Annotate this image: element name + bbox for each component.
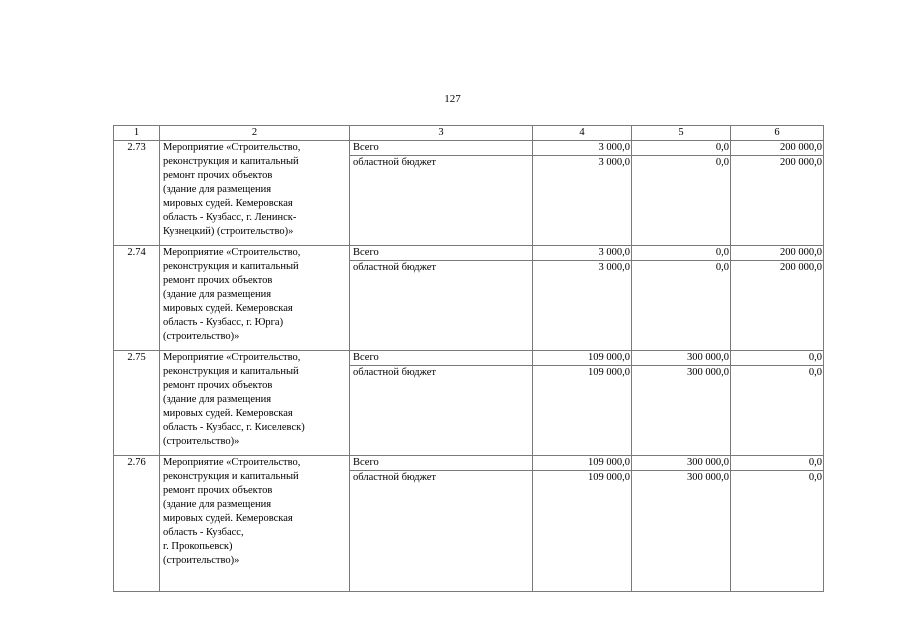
event-name-line: (строительство)» bbox=[163, 331, 240, 342]
header-cell: 1 bbox=[114, 126, 160, 141]
value-col4: 109 000,0 bbox=[533, 366, 632, 456]
value-col5: 0,0 bbox=[632, 141, 731, 156]
event-name-line: (здание для размещения bbox=[163, 289, 272, 300]
event-name-line: Кузнецкий) (строительство)» bbox=[163, 226, 294, 237]
value-col5: 300 000,0 bbox=[632, 471, 731, 592]
source-label: областной бюджет bbox=[350, 261, 533, 351]
source-label: Всего bbox=[350, 351, 533, 366]
value-col6: 0,0 bbox=[731, 471, 824, 592]
value-col4: 3 000,0 bbox=[533, 246, 632, 261]
value-col6: 0,0 bbox=[731, 456, 824, 471]
event-name-line: (здание для размещения bbox=[163, 499, 272, 510]
source-label: Всего bbox=[350, 456, 533, 471]
value-col5: 0,0 bbox=[632, 261, 731, 351]
event-name-line: область - Кузбасс, г. Юрга) bbox=[163, 317, 284, 328]
value-col6: 200 000,0 bbox=[731, 246, 824, 261]
event-name-line: область - Кузбасс, bbox=[163, 527, 244, 538]
event-name-line: реконструкция и капитальный bbox=[163, 366, 299, 377]
source-label: Всего bbox=[350, 246, 533, 261]
event-name-line: Мероприятие «Строительство, bbox=[163, 247, 301, 258]
header-row bbox=[114, 126, 824, 141]
source-label: Всего bbox=[350, 141, 533, 156]
value-col5: 300 000,0 bbox=[632, 351, 731, 366]
event-name bbox=[160, 141, 350, 246]
event-name-line: ремонт прочих объектов bbox=[163, 275, 273, 286]
value-col4: 3 000,0 bbox=[533, 141, 632, 156]
event-name-line: мировых судей. Кемеровская bbox=[163, 303, 293, 314]
header-cell: 4 bbox=[533, 126, 632, 141]
event-name-line: Мероприятие «Строительство, bbox=[163, 352, 301, 363]
event-name-line: (строительство)» bbox=[163, 555, 240, 566]
event-name bbox=[160, 456, 350, 592]
header-cell: 5 bbox=[632, 126, 731, 141]
table-row bbox=[114, 351, 824, 366]
header-cell: 2 bbox=[160, 126, 350, 141]
header-cell: 3 bbox=[350, 126, 533, 141]
event-name-line: ремонт прочих объектов bbox=[163, 380, 273, 391]
value-col4: 3 000,0 bbox=[533, 156, 632, 246]
event-name-line: (строительство)» bbox=[163, 436, 240, 447]
row-number: 2.76 bbox=[114, 456, 160, 592]
event-name-line: г. Прокопьевск) bbox=[163, 541, 233, 552]
event-name-line: мировых судей. Кемеровская bbox=[163, 513, 293, 524]
event-name-line: (здание для размещения bbox=[163, 184, 272, 195]
value-col6: 200 000,0 bbox=[731, 141, 824, 156]
row-number: 2.74 bbox=[114, 246, 160, 351]
event-name-line: ремонт прочих объектов bbox=[163, 170, 273, 181]
source-label: областной бюджет bbox=[350, 366, 533, 456]
value-col4: 109 000,0 bbox=[533, 351, 632, 366]
event-name-line: реконструкция и капитальный bbox=[163, 261, 299, 272]
table-row bbox=[114, 456, 824, 471]
table-row bbox=[114, 141, 824, 156]
event-name-line: (здание для размещения bbox=[163, 394, 272, 405]
header-cell: 6 bbox=[731, 126, 824, 141]
page-number: 127 bbox=[444, 93, 461, 105]
funding-table bbox=[113, 125, 824, 592]
source-label: областной бюджет bbox=[350, 471, 533, 592]
value-col5: 300 000,0 bbox=[632, 456, 731, 471]
event-name bbox=[160, 246, 350, 351]
value-col5: 0,0 bbox=[632, 246, 731, 261]
value-col5: 300 000,0 bbox=[632, 366, 731, 456]
event-name-line: реконструкция и капитальный bbox=[163, 156, 299, 167]
event-name-line: Мероприятие «Строительство, bbox=[163, 457, 301, 468]
event-name-line: мировых судей. Кемеровская bbox=[163, 198, 293, 209]
source-label: областной бюджет bbox=[350, 156, 533, 246]
value-col6: 0,0 bbox=[731, 351, 824, 366]
event-name bbox=[160, 351, 350, 456]
value-col6: 200 000,0 bbox=[731, 261, 824, 351]
event-name-line: Мероприятие «Строительство, bbox=[163, 142, 301, 153]
event-name-line: мировых судей. Кемеровская bbox=[163, 408, 293, 419]
event-name-line: ремонт прочих объектов bbox=[163, 485, 273, 496]
event-name-line: область - Кузбасс, г. Киселевск) bbox=[163, 422, 305, 433]
table-row bbox=[114, 246, 824, 261]
value-col4: 109 000,0 bbox=[533, 471, 632, 592]
event-name-line: область - Кузбасс, г. Ленинск- bbox=[163, 212, 297, 223]
row-number: 2.75 bbox=[114, 351, 160, 456]
value-col6: 200 000,0 bbox=[731, 156, 824, 246]
row-number: 2.73 bbox=[114, 141, 160, 246]
event-name-line: реконструкция и капитальный bbox=[163, 471, 299, 482]
value-col4: 109 000,0 bbox=[533, 456, 632, 471]
value-col5: 0,0 bbox=[632, 156, 731, 246]
value-col4: 3 000,0 bbox=[533, 261, 632, 351]
value-col6: 0,0 bbox=[731, 366, 824, 456]
